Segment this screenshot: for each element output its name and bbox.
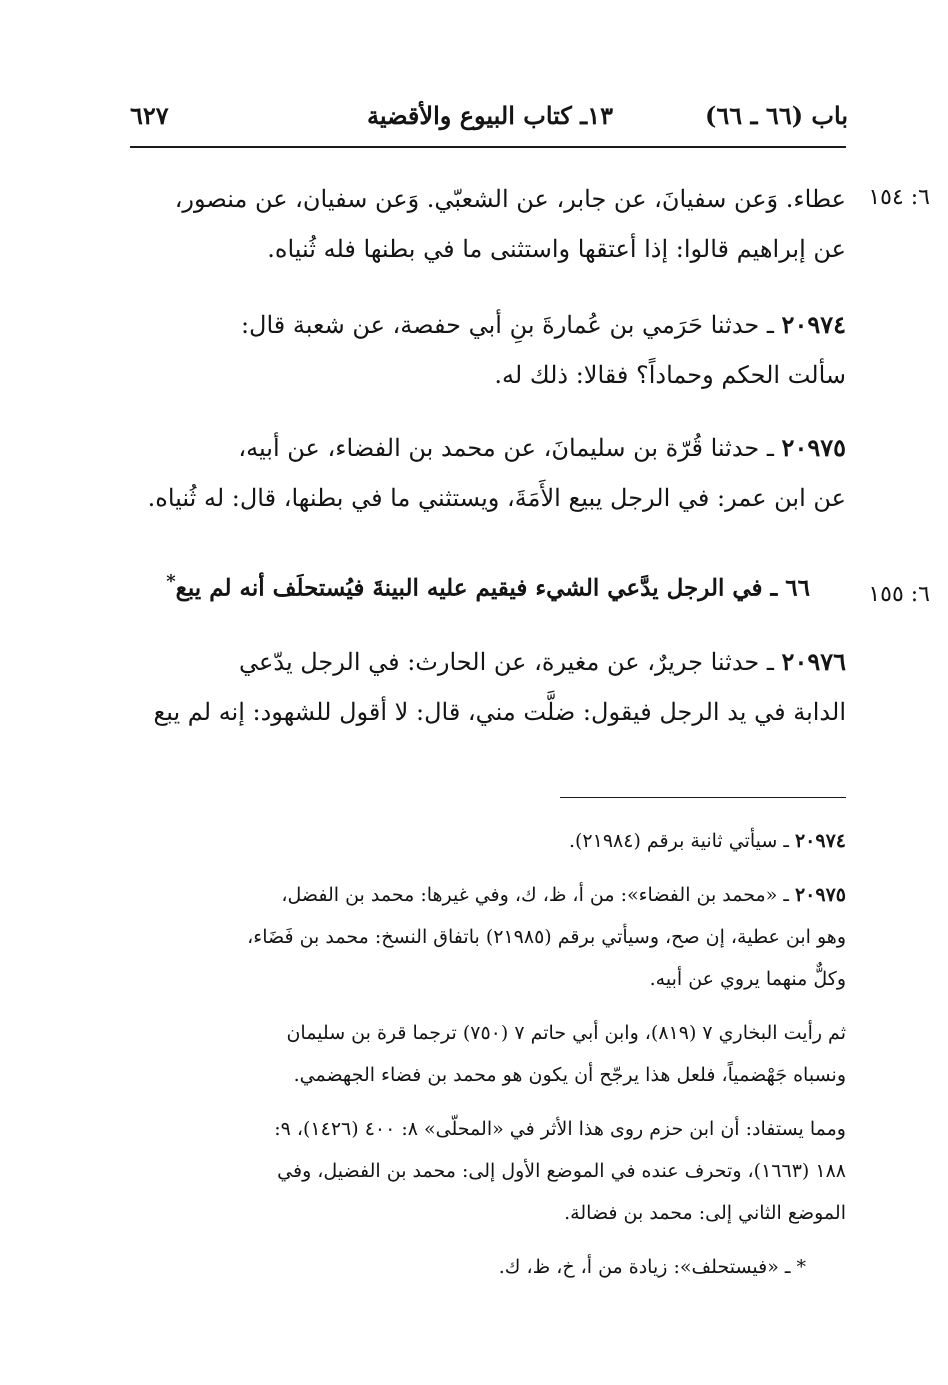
margin-ref-155: ٦: ١٥٥ [868, 582, 930, 607]
chapter-heading-text: ٦٦ ـ في الرجل يدَّعي الشيء فيقيم عليه البينةَ فيُستحلَف أنه لم يبع [175, 574, 810, 602]
chapter-heading [160, 562, 810, 609]
text-line: عن إبراهيم قالوا: إذا أعتقها واستثنى ما في بطنها فله ثُنياه. [267, 235, 846, 263]
footnote-star: * [166, 571, 176, 592]
footnote-line: ١٨٨ (١٦٦٣)، وتحرف عنده في الموضع الأول إلى: محمد بن الفضيل، وفي [277, 1160, 846, 1182]
text-line [130, 637, 846, 687]
footnote-20975 [130, 874, 846, 1000]
footnote-note-bukhari [130, 1012, 846, 1096]
footnote-text: ـ «محمد بن الفضاء»: من أ، ظ، ك، وفي غيرها: محمد بن الفضل، [281, 884, 795, 906]
footnote-20974 [130, 820, 846, 862]
hadith-text: ـ حدثنا جريرٌ، عن مغيرة، عن الحارث: في الرجل يدّعي [239, 648, 782, 676]
text-line [130, 423, 846, 473]
footnote-line [130, 820, 846, 862]
footnote-line: ونسباه جَهْضمياً، فلعل هذا يرجّح أن يكون هو محمد بن فضاء الجهضمي. [293, 1064, 846, 1086]
continuation-block [130, 174, 846, 274]
footnote-line: ثم رأيت البخاري ٧ (٨١٩)، وابن أبي حاتم ٧ (٧٥٠) ترجما قرة بن سليمان [286, 1022, 846, 1044]
header-rule [130, 146, 846, 148]
book-title: ١٣ـ كتاب البيوع والأقضية [367, 101, 613, 130]
hadith-number: ٢٠٩٧٤ [781, 310, 846, 339]
text-line: الدابة في يد الرجل فيقول: ضلَّت مني، قال: لا أقول للشهود: إنه لم يبع [153, 698, 846, 726]
footnote-line: ومما يستفاد: أن ابن حزم روى هذا الأثر في «المحلّى» ٨: ٤٠٠ (١٤٢٦)، ٩: [274, 1118, 846, 1140]
text-line: عطاء. وَعن سفيانَ، عن جابر، عن الشعبّي. وَعن سفيان، عن منصور، [174, 185, 846, 213]
text-line [130, 300, 846, 350]
margin-ref-154: ٦: ١٥٤ [868, 185, 930, 210]
hadith-20976 [130, 637, 846, 737]
footnote-rule [560, 797, 846, 798]
footnote-number: ٢٠٩٧٥ [794, 884, 846, 906]
footnote-text: ـ سيأتي ثانية برقم (٢١٩٨٤). [568, 830, 795, 852]
hadith-20974 [130, 300, 846, 400]
footnote-line: * ـ «فيستحلف»: زيادة من أ، خ، ظ، ك. [498, 1256, 806, 1278]
hadith-text: ـ حدثنا حَرَمي بن عُمارةَ بنِ أبي حفصة، عن شعبة قال: [240, 311, 782, 339]
hadith-20975 [130, 423, 846, 523]
footnote-note-ibn-hazm [130, 1108, 846, 1234]
page-number: ٦٢٧ [130, 101, 169, 130]
text-line: عن ابن عمر: في الرجل يبيع الأَمَةَ، ويستثني ما في بطنها، قال: له ثُنياه. [147, 484, 846, 512]
footnote-line: وكلٌّ منهما يروي عن أبيه. [649, 968, 846, 990]
footnote-number: ٢٠٩٧٤ [794, 830, 846, 852]
hadith-text: ـ حدثنا قُرّة بن سليمانَ، عن محمد بن الفضاء، عن أبيه، [238, 434, 782, 462]
hadith-number: ٢٠٩٧٦ [781, 647, 846, 676]
hadith-number: ٢٠٩٧٥ [781, 433, 846, 462]
chapter-range: باب (٦٦ ـ ٦٦) [705, 101, 848, 130]
text-line: سألت الحكم وحماداً؟ فقالا: ذلك له. [494, 361, 846, 389]
footnote-line [130, 874, 846, 916]
footnote-star-note [130, 1246, 806, 1288]
footnote-line: وهو ابن عطية، إن صح، وسيأتي برقم (٢١٩٨٥) باتفاق النسخ: محمد بن فَضَاء، [247, 926, 846, 948]
footnote-line: الموضع الثاني إلى: محمد بن فضالة. [564, 1202, 846, 1224]
